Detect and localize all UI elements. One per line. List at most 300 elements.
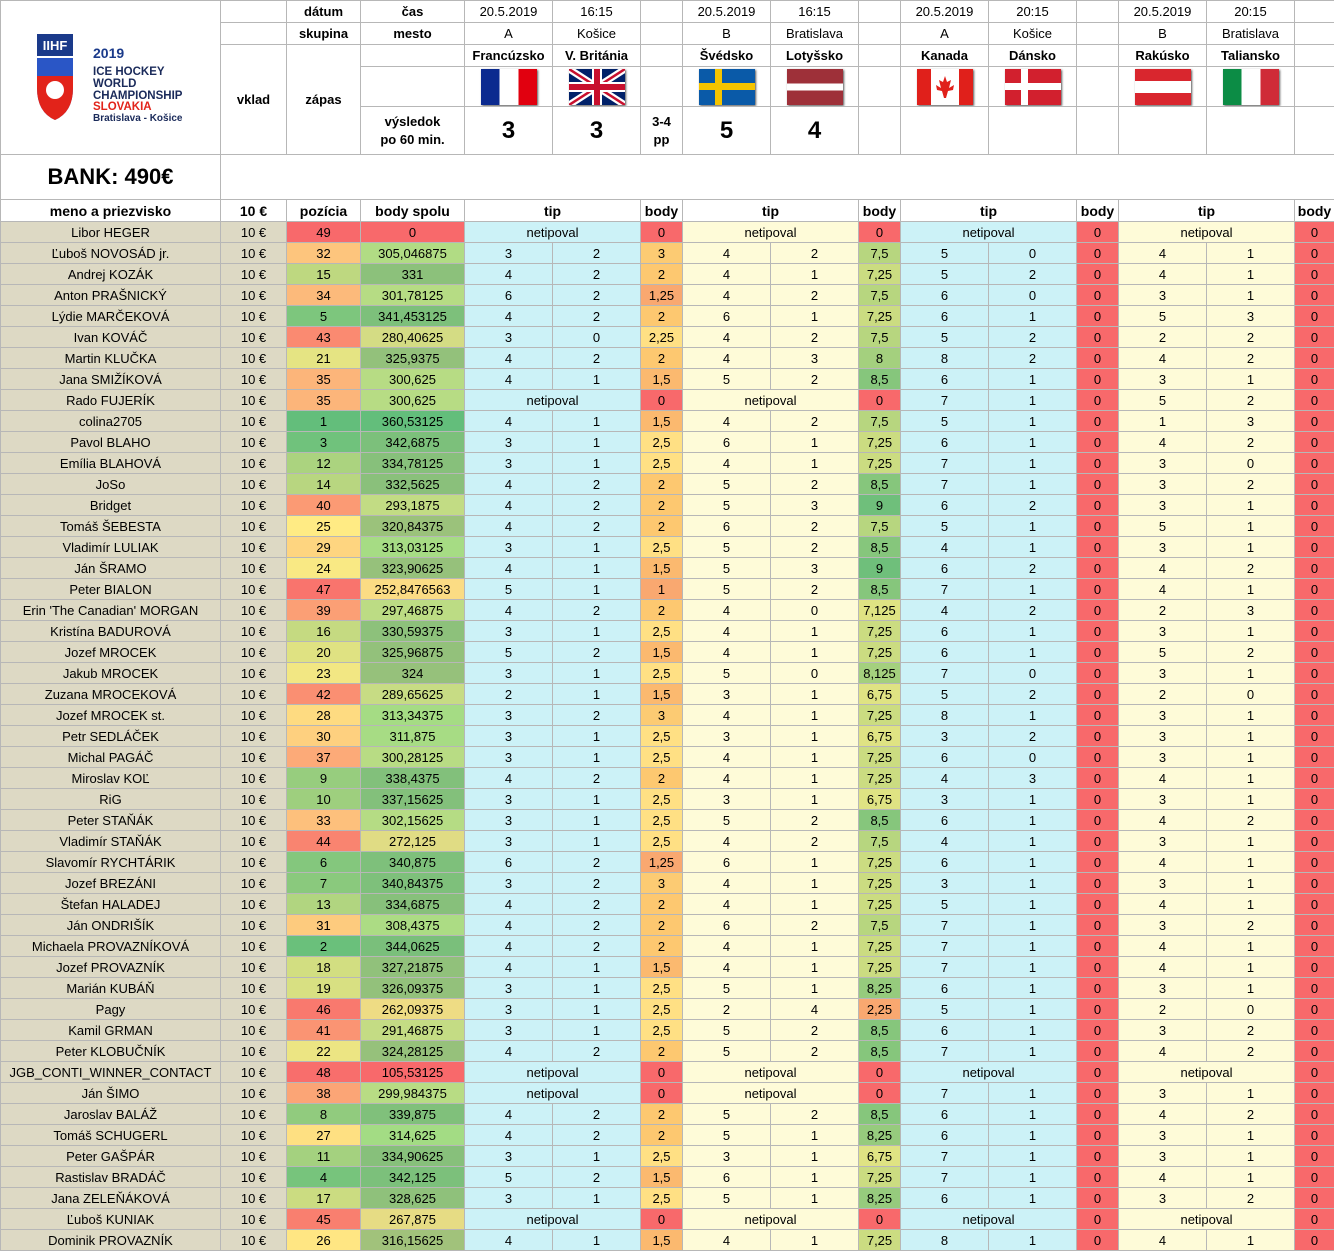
match-points: 2 [641, 306, 683, 327]
tip-home: 5 [901, 999, 989, 1020]
table-row [1, 747, 1334, 768]
match-points: 2 [641, 936, 683, 957]
tip-away: 1 [1207, 537, 1295, 558]
not-tipped: netipoval [683, 1062, 859, 1083]
deposit: 10 € [221, 264, 287, 285]
tip-away: 1 [1207, 705, 1295, 726]
total-points: 338,4375 [361, 768, 465, 789]
match-points: 0 [641, 1209, 683, 1230]
match-points: 8,125 [859, 663, 901, 684]
position: 8 [287, 1104, 361, 1125]
table-row [1, 1209, 1334, 1230]
tip-away: 1 [1207, 894, 1295, 915]
tip-home: 7 [901, 663, 989, 684]
tip-away: 1 [771, 1188, 859, 1209]
col-tip-0: tip [465, 200, 641, 222]
match-points: 1,5 [641, 684, 683, 705]
tip-home: 3 [1119, 726, 1207, 747]
match-points: 0 [641, 1062, 683, 1083]
tip-home: 5 [465, 642, 553, 663]
tip-away: 1 [1207, 285, 1295, 306]
deposit: 10 € [221, 726, 287, 747]
match-points: 0 [1295, 579, 1334, 600]
match-points: 1,25 [641, 285, 683, 306]
tip-away: 1 [989, 411, 1077, 432]
tip-away: 2 [771, 474, 859, 495]
match-points: 0 [1077, 327, 1119, 348]
tip-home: 4 [465, 957, 553, 978]
participant-name: Jozef MROCEK [1, 642, 221, 663]
match-points: 0 [1077, 1062, 1119, 1083]
position: 3 [287, 432, 361, 453]
match-points: 0 [1077, 1209, 1119, 1230]
tip-home: 4 [1119, 579, 1207, 600]
match-points: 0 [1077, 453, 1119, 474]
match-points: 0 [1077, 1083, 1119, 1104]
tip-home: 5 [683, 579, 771, 600]
deposit: 10 € [221, 1083, 287, 1104]
tip-home: 4 [1119, 264, 1207, 285]
canada-flag-icon [917, 69, 973, 105]
deposit: 10 € [221, 1041, 287, 1062]
participant-name: Jana ZELEŇÁKOVÁ [1, 1188, 221, 1209]
total-points: 0 [361, 222, 465, 243]
match-points: 0 [1077, 495, 1119, 516]
tip-home: 3 [465, 453, 553, 474]
m1-score1: 5 [683, 107, 771, 155]
tip-away: 0 [989, 747, 1077, 768]
match-points: 0 [1077, 663, 1119, 684]
position: 28 [287, 705, 361, 726]
tip-away: 2 [553, 264, 641, 285]
tip-away: 1 [553, 663, 641, 684]
tip-away: 1 [771, 747, 859, 768]
tip-home: 4 [683, 600, 771, 621]
tip-home: 3 [465, 873, 553, 894]
match-points: 0 [1077, 894, 1119, 915]
match-points: 0 [1295, 621, 1334, 642]
tip-home: 3 [1119, 789, 1207, 810]
match-points: 0 [641, 1083, 683, 1104]
label-skupina: skupina [287, 23, 361, 45]
deposit: 10 € [221, 1062, 287, 1083]
tip-away: 3 [1207, 411, 1295, 432]
tip-home: 3 [465, 1188, 553, 1209]
match-points: 0 [1295, 264, 1334, 285]
m0-score2: 3 [553, 107, 641, 155]
match-points: 0 [1077, 768, 1119, 789]
total-points: 326,09375 [361, 978, 465, 999]
tip-away: 1 [553, 453, 641, 474]
match-points: 0 [1295, 726, 1334, 747]
tip-home: 6 [683, 306, 771, 327]
not-tipped: netipoval [1119, 222, 1295, 243]
tip-away: 1 [1207, 768, 1295, 789]
deposit: 10 € [221, 1209, 287, 1230]
tip-away: 2 [1207, 1104, 1295, 1125]
participant-name: JoSo [1, 474, 221, 495]
position: 14 [287, 474, 361, 495]
tip-home: 4 [1119, 243, 1207, 264]
tip-home: 4 [465, 411, 553, 432]
tip-home: 4 [683, 936, 771, 957]
match-points: 0 [1295, 537, 1334, 558]
position: 37 [287, 747, 361, 768]
match-points: 0 [1295, 474, 1334, 495]
match-points: 9 [859, 495, 901, 516]
tip-home: 5 [901, 894, 989, 915]
deposit: 10 € [221, 243, 287, 264]
deposit: 10 € [221, 873, 287, 894]
tip-home: 3 [465, 537, 553, 558]
match-points: 0 [1295, 1167, 1334, 1188]
participant-name: Jaroslav BALÁŽ [1, 1104, 221, 1125]
total-points: 299,984375 [361, 1083, 465, 1104]
match-points: 3 [641, 243, 683, 264]
participant-name: Peter STAŇÁK [1, 810, 221, 831]
tip-home: 5 [1119, 642, 1207, 663]
tip-away: 1 [553, 1188, 641, 1209]
position: 23 [287, 663, 361, 684]
match-points: 7,25 [859, 642, 901, 663]
total-points: 313,03125 [361, 537, 465, 558]
tip-away: 2 [1207, 558, 1295, 579]
col-tip-3: tip [1119, 200, 1295, 222]
tip-away: 2 [989, 558, 1077, 579]
deposit: 10 € [221, 1230, 287, 1251]
match-points: 0 [1077, 705, 1119, 726]
svg-text:SLOVAKIA: SLOVAKIA [93, 101, 152, 113]
total-points: 340,84375 [361, 873, 465, 894]
table-row [1, 1230, 1334, 1251]
match-points: 0 [1077, 978, 1119, 999]
tip-home: 5 [1119, 516, 1207, 537]
match-points: 9 [859, 558, 901, 579]
tip-away: 1 [1207, 369, 1295, 390]
tip-away: 1 [989, 1125, 1077, 1146]
tip-away: 1 [1207, 726, 1295, 747]
tip-home: 5 [901, 516, 989, 537]
tip-home: 3 [1119, 537, 1207, 558]
deposit: 10 € [221, 390, 287, 411]
position: 27 [287, 1125, 361, 1146]
match-points: 1,5 [641, 1230, 683, 1251]
col-pozicia: pozícia [287, 200, 361, 222]
logo-cell [1, 1, 221, 155]
tip-away: 2 [1207, 642, 1295, 663]
table-row [1, 1041, 1334, 1062]
deposit: 10 € [221, 495, 287, 516]
position: 42 [287, 684, 361, 705]
tip-home: 3 [465, 327, 553, 348]
tip-away: 2 [553, 1125, 641, 1146]
match-points: 0 [1077, 957, 1119, 978]
tip-home: 4 [465, 264, 553, 285]
match-points: 0 [859, 222, 901, 243]
match-points: 1,25 [641, 852, 683, 873]
position: 47 [287, 579, 361, 600]
deposit: 10 € [221, 1104, 287, 1125]
deposit: 10 € [221, 1167, 287, 1188]
participant-name: Jozef PROVAZNÍK [1, 957, 221, 978]
tip-home: 7 [901, 1146, 989, 1167]
position: 10 [287, 789, 361, 810]
match-points: 0 [1077, 348, 1119, 369]
table-row [1, 600, 1334, 621]
position: 46 [287, 999, 361, 1020]
match-points: 0 [1077, 852, 1119, 873]
not-tipped: netipoval [465, 222, 641, 243]
tip-home: 6 [683, 516, 771, 537]
total-points: 344,0625 [361, 936, 465, 957]
total-points: 320,84375 [361, 516, 465, 537]
tip-away: 1 [1207, 621, 1295, 642]
tip-away: 3 [771, 558, 859, 579]
match-points: 0 [1295, 1146, 1334, 1167]
table-row [1, 516, 1334, 537]
position: 30 [287, 726, 361, 747]
tip-away: 1 [1207, 1146, 1295, 1167]
tip-home: 6 [901, 810, 989, 831]
tip-away: 2 [989, 726, 1077, 747]
tip-home: 6 [683, 852, 771, 873]
match-points: 6,75 [859, 789, 901, 810]
tip-home: 3 [683, 789, 771, 810]
table-row [1, 852, 1334, 873]
position: 38 [287, 1083, 361, 1104]
match-points: 0 [641, 390, 683, 411]
tip-away: 2 [771, 1020, 859, 1041]
position: 12 [287, 453, 361, 474]
deposit: 10 € [221, 453, 287, 474]
tip-home: 6 [901, 747, 989, 768]
tip-home: 8 [901, 705, 989, 726]
svg-text:ICE HOCKEY: ICE HOCKEY [93, 66, 165, 78]
tip-home: 3 [1119, 621, 1207, 642]
tip-home: 1 [1119, 411, 1207, 432]
tip-home: 6 [683, 432, 771, 453]
tip-away: 1 [989, 1230, 1077, 1251]
table-row [1, 1020, 1334, 1041]
svg-text:IIHF: IIHF [43, 38, 68, 53]
m0-group: A [465, 23, 553, 45]
match-points: 0 [1077, 1104, 1119, 1125]
match-points: 2 [641, 474, 683, 495]
tip-away: 1 [1207, 579, 1295, 600]
tip-away: 1 [989, 1041, 1077, 1062]
match-points: 2,5 [641, 747, 683, 768]
match-points: 8,5 [859, 474, 901, 495]
svg-text:CHAMPIONSHIP: CHAMPIONSHIP [93, 90, 183, 102]
total-points: 300,625 [361, 390, 465, 411]
match-points: 0 [1295, 831, 1334, 852]
match-points: 2 [641, 264, 683, 285]
tip-home: 4 [1119, 810, 1207, 831]
m1-score2: 4 [771, 107, 859, 155]
tip-away: 1 [989, 957, 1077, 978]
deposit: 10 € [221, 516, 287, 537]
table-row [1, 390, 1334, 411]
participant-name: Pavol BLAHO [1, 432, 221, 453]
match-points: 0 [859, 390, 901, 411]
total-points: 324,28125 [361, 1041, 465, 1062]
participant-name: Jana SMIŽÍKOVÁ [1, 369, 221, 390]
m2-score2 [989, 107, 1077, 155]
participant-name: Michal PAGÁČ [1, 747, 221, 768]
position: 4 [287, 1167, 361, 1188]
position: 25 [287, 516, 361, 537]
tip-home: 4 [1119, 558, 1207, 579]
tip-home: 3 [1119, 285, 1207, 306]
tip-away: 3 [1207, 600, 1295, 621]
participant-name: Andrej KOZÁK [1, 264, 221, 285]
match-points: 0 [1295, 1020, 1334, 1041]
table-row [1, 621, 1334, 642]
latvia-flag-icon [787, 69, 843, 105]
tip-away: 3 [771, 495, 859, 516]
tip-home: 3 [465, 705, 553, 726]
tip-home: 6 [901, 495, 989, 516]
tip-away: 0 [989, 243, 1077, 264]
tip-home: 4 [465, 768, 553, 789]
tip-home: 6 [901, 1104, 989, 1125]
participant-name: Bridget [1, 495, 221, 516]
participant-name: Ján ŠRAMO [1, 558, 221, 579]
table-row [1, 663, 1334, 684]
match-points: 7,25 [859, 1167, 901, 1188]
participant-name: Zuzana MROCEKOVÁ [1, 684, 221, 705]
tip-away: 1 [989, 936, 1077, 957]
tip-home: 3 [465, 747, 553, 768]
match-points: 7,25 [859, 432, 901, 453]
match-points: 0 [1295, 999, 1334, 1020]
tip-away: 1 [989, 1104, 1077, 1125]
tip-away: 2 [553, 894, 641, 915]
position: 24 [287, 558, 361, 579]
tip-away: 2 [553, 1041, 641, 1062]
total-points: 289,65625 [361, 684, 465, 705]
denmark-flag-icon [1005, 69, 1061, 105]
position: 22 [287, 1041, 361, 1062]
tip-away: 1 [1207, 264, 1295, 285]
participant-name: Martin KLUČKA [1, 348, 221, 369]
tip-home: 3 [465, 243, 553, 264]
position: 5 [287, 306, 361, 327]
match-points: 7,125 [859, 600, 901, 621]
tip-away: 2 [553, 1104, 641, 1125]
tip-home: 2 [1119, 600, 1207, 621]
tip-away: 1 [1207, 1083, 1295, 1104]
tip-home: 4 [465, 495, 553, 516]
tip-home: 4 [465, 1041, 553, 1062]
match-points: 8,5 [859, 1020, 901, 1041]
match-points: 0 [1077, 1146, 1119, 1167]
tip-home: 3 [1119, 915, 1207, 936]
match-points: 2,5 [641, 453, 683, 474]
tip-away: 1 [1207, 1230, 1295, 1251]
tip-away: 2 [771, 1104, 859, 1125]
table-row [1, 306, 1334, 327]
deposit: 10 € [221, 579, 287, 600]
tip-away: 1 [989, 621, 1077, 642]
match-points: 0 [1077, 1041, 1119, 1062]
table-row [1, 327, 1334, 348]
participant-name: Peter GAŠPÁR [1, 1146, 221, 1167]
table-row [1, 1146, 1334, 1167]
tip-away: 2 [1207, 432, 1295, 453]
tip-away: 1 [989, 453, 1077, 474]
participant-name: Jozef MROCEK st. [1, 705, 221, 726]
position: 18 [287, 957, 361, 978]
position: 41 [287, 1020, 361, 1041]
tip-home: 7 [901, 957, 989, 978]
tip-home: 4 [901, 831, 989, 852]
not-tipped: netipoval [1119, 1209, 1295, 1230]
match-points: 3 [641, 873, 683, 894]
tip-home: 3 [683, 1146, 771, 1167]
tip-home: 4 [1119, 894, 1207, 915]
position: 43 [287, 327, 361, 348]
tip-home: 4 [465, 474, 553, 495]
total-points: 300,28125 [361, 747, 465, 768]
participant-name: Jozef BREZÁNI [1, 873, 221, 894]
label-datum: dátum [287, 1, 361, 23]
total-points: 331 [361, 264, 465, 285]
tip-home: 3 [1119, 453, 1207, 474]
total-points: 252,8476563 [361, 579, 465, 600]
m1-group: B [683, 23, 771, 45]
total-points: 334,78125 [361, 453, 465, 474]
match-points: 0 [641, 222, 683, 243]
tip-home: 5 [465, 1167, 553, 1188]
match-points: 0 [1077, 243, 1119, 264]
bank-total: BANK: 490€ [1, 155, 221, 200]
tip-away: 2 [771, 327, 859, 348]
match-points: 2 [641, 516, 683, 537]
tip-away: 2 [771, 411, 859, 432]
match-points: 0 [1077, 264, 1119, 285]
tip-away: 2 [1207, 348, 1295, 369]
match-points: 0 [1295, 1188, 1334, 1209]
match-points: 7,25 [859, 453, 901, 474]
position: 6 [287, 852, 361, 873]
match-points: 0 [1295, 789, 1334, 810]
tip-away: 2 [1207, 474, 1295, 495]
table-row [1, 537, 1334, 558]
not-tipped: netipoval [901, 1209, 1077, 1230]
participant-name: Michaela PROVAZNÍKOVÁ [1, 936, 221, 957]
tip-away: 1 [989, 306, 1077, 327]
participant-name: Miroslav KOĽ [1, 768, 221, 789]
tip-away: 1 [553, 579, 641, 600]
tip-away: 1 [989, 1167, 1077, 1188]
tip-away: 3 [1207, 306, 1295, 327]
match-points: 7,25 [859, 894, 901, 915]
tip-away: 0 [1207, 684, 1295, 705]
deposit: 10 € [221, 411, 287, 432]
table-row [1, 1083, 1334, 1104]
match-points: 7,5 [859, 831, 901, 852]
match-points: 7,5 [859, 411, 901, 432]
col-vklad: 10 € [221, 200, 287, 222]
tip-away: 1 [989, 1146, 1077, 1167]
tip-away: 1 [553, 684, 641, 705]
deposit: 10 € [221, 1188, 287, 1209]
table-row [1, 1125, 1334, 1146]
m0-flag2-cell [553, 67, 641, 107]
tip-home: 6 [901, 621, 989, 642]
table-row [1, 285, 1334, 306]
